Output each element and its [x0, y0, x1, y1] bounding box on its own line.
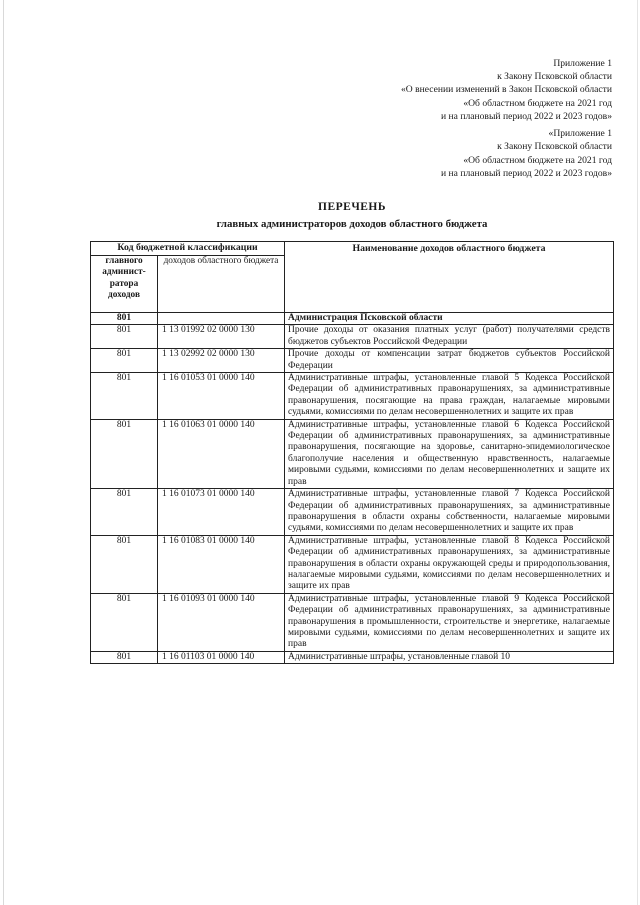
income-code-cell: 1 16 01063 01 0000 140 [158, 419, 285, 488]
income-code-cell: 1 16 01053 01 0000 140 [158, 373, 285, 420]
admin-code-cell: 801 [91, 489, 158, 536]
income-code-cell: 1 16 01083 01 0000 140 [158, 535, 285, 593]
admin-code-cell: 801 [91, 593, 158, 651]
appendix2-line: к Закону Псковской области [497, 141, 612, 153]
income-name-cell: Административные штрафы, установленные главой 8 Кодекса Российской Федерации об административных правонарушениях, за административные правонарушения в области охраны окружающей среды и природопользования, налагаемые мировыми судьями, комиссиями по делам несовершеннолетних и защите их прав [285, 535, 614, 593]
administrators-table [90, 241, 614, 664]
income-name-cell: Прочие доходы от компенсации затрат бюджетов субъектов Российской Федерации [285, 349, 614, 373]
income-name-cell: Административные штрафы, установленные главой 6 Кодекса Российской Федерации об административных правонарушениях, за административные правонарушения, посягающие на здоровье, санитарно-эпидемиологическое благополучие населения и общественную нравственность, налагаемые мировыми судьями, комиссиями по делам несовершеннолетних и защите их прав [285, 419, 614, 488]
table-row [91, 489, 614, 536]
title-subtitle: главных администраторов доходов областного бюджета [216, 218, 488, 230]
appendix2-line: «Об областном бюджете на 2021 год [463, 154, 612, 166]
document-title [92, 200, 612, 232]
income-name-cell: Административные штрафы, установленные главой 10 [285, 651, 614, 663]
income-name-cell: Административные штрафы, установленные главой 5 Кодекса Российской Федерации об административных правонарушениях, за административные правонарушения, посягающие на права граждан, налагаемые мировыми судьями, комиссиями по делам несовершеннолетних и защите их прав [285, 373, 614, 420]
table-row [91, 325, 614, 349]
appendix1-line: к Закону Псковской области [497, 71, 612, 83]
income-name-cell: Прочие доходы от оказания платных услуг (работ) получателями средств бюджетов субъектов Российской Федерации [285, 325, 614, 349]
admin-code-cell: 801 [91, 325, 158, 349]
admin-code-cell: 801 [91, 373, 158, 420]
table-row [91, 593, 614, 651]
title-main: ПЕРЕЧЕНЬ [318, 201, 386, 213]
table-row [91, 535, 614, 593]
income-name-cell: Административные штрафы, установленные главой 9 Кодекса Российской Федерации об административных правонарушениях, за административные правонарушения в промышленности, строительстве и энергетике, налагаемые мировыми судьями, комиссиями по делам несовершеннолетних и защите их прав [285, 593, 614, 651]
admin-code-cell: 801 [91, 651, 158, 663]
appendix1-line: Приложение 1 [553, 58, 612, 69]
income-code-cell: 1 13 01992 02 0000 130 [158, 325, 285, 349]
table-row [91, 349, 614, 373]
admin-code-cell: 801 [91, 313, 158, 325]
income-code-cell: 1 13 02992 02 0000 130 [158, 349, 285, 373]
income-code-cell: 1 16 01103 01 0000 140 [158, 651, 285, 663]
header-income-name: Наименование доходов областного бюджета [285, 242, 614, 313]
appendix1-line: и на плановый период 2022 и 2023 годов» [441, 110, 612, 122]
income-code-cell: 1 16 01093 01 0000 140 [158, 593, 285, 651]
appendix-amendment-header [401, 57, 612, 123]
admin-code-cell: 801 [91, 419, 158, 488]
income-name-cell: Администрация Псковской области [285, 313, 614, 325]
header-chief-administrator: главного админист-ратора доходов [91, 256, 158, 313]
appendix2-line: и на плановый период 2022 и 2023 годов» [441, 168, 612, 180]
admin-code-cell: 801 [91, 535, 158, 593]
appendix-original-header [441, 127, 612, 181]
income-name-cell: Административные штрафы, установленные главой 7 Кодекса Российской Федерации об административных правонарушениях, за административные правонарушения в области охраны собственности, налагаемые мировыми судьями, комиссиями по делам несовершеннолетних и защите их прав [285, 489, 614, 536]
appendix1-line: «Об областном бюджете на 2021 год [463, 97, 612, 109]
appendix1-line: «О внесении изменений в Закон Псковской области [401, 84, 612, 96]
table-row [91, 419, 614, 488]
appendix2-line: «Приложение 1 [548, 128, 612, 139]
scan-edge-right [637, 0, 638, 905]
header-classification-code: Код бюджетной классификации [91, 242, 285, 256]
table-row [91, 651, 614, 663]
scan-edge-left [3, 0, 4, 905]
header-budget-income: доходов областного бюджета [158, 256, 285, 313]
table-row [91, 373, 614, 420]
admin-code-cell: 801 [91, 349, 158, 373]
income-code-cell: 1 16 01073 01 0000 140 [158, 489, 285, 536]
table-row [91, 313, 614, 325]
income-code-cell [158, 313, 285, 325]
